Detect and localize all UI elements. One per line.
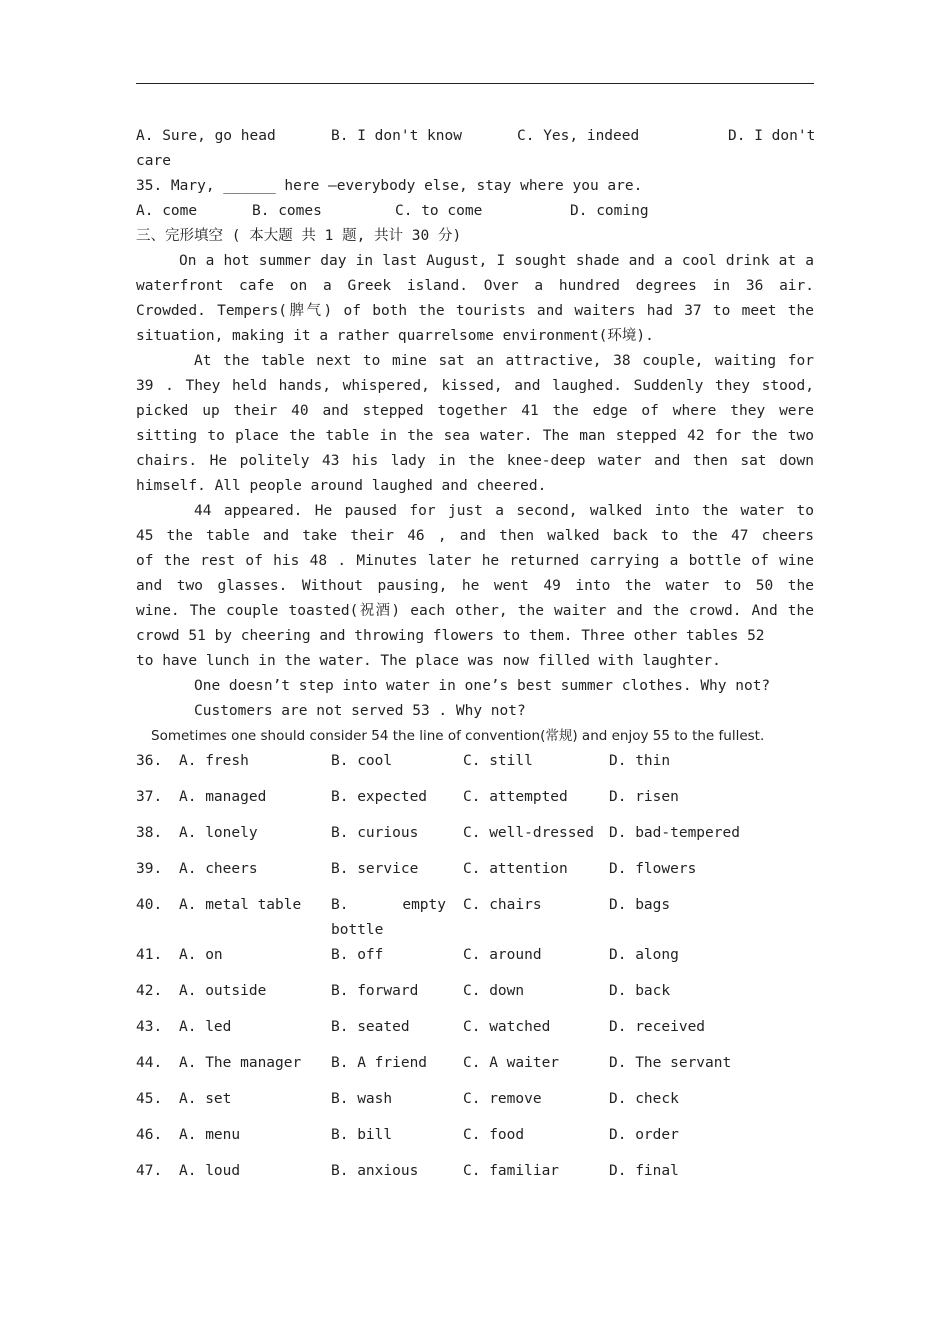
- passage-line: sitting to place the table in the sea water. The man stepped 42 for the two: [136, 428, 814, 444]
- question-row: [136, 1015, 814, 1051]
- question-row: [136, 943, 814, 979]
- question-number: 37.: [136, 789, 163, 805]
- question-number: 43.: [136, 1019, 163, 1035]
- q35-option-d: D. coming: [570, 203, 649, 219]
- question-number: 36.: [136, 753, 163, 769]
- question-number: 45.: [136, 1091, 163, 1107]
- q34-option-d: D. I don't: [728, 128, 816, 144]
- question-row: [136, 785, 814, 821]
- option-c: C. watched: [463, 1019, 551, 1035]
- passage-line: 44 appeared. He paused for just a second, walked into the water to: [194, 503, 814, 519]
- option-a: A. led: [179, 1019, 232, 1035]
- option-a: A. loud: [179, 1163, 241, 1179]
- option-c: C. attention: [463, 861, 568, 877]
- question-row: [136, 1159, 814, 1195]
- option-a: A. set: [179, 1091, 232, 1107]
- option-b: B. off: [331, 947, 384, 963]
- option-a: A. menu: [179, 1127, 241, 1143]
- passage-line: crowd 51 by cheering and throwing flowers to them. Three other tables 52: [136, 628, 765, 644]
- q35-option-a: A. come: [136, 203, 198, 219]
- passage-line: One doesn’t step into water in one’s best summer clothes. Why not?: [194, 678, 771, 694]
- option-c: C. around: [463, 947, 542, 963]
- option-c: C. familiar: [463, 1163, 560, 1179]
- option-c: C. food: [463, 1127, 525, 1143]
- option-a: A. metal table: [179, 897, 302, 913]
- option-b: B. service: [331, 861, 419, 877]
- passage-line: Sometimes one should consider 54 the line of convention(常规) and enjoy 55 to the fullest.: [151, 728, 765, 744]
- option-c: C. remove: [463, 1091, 542, 1107]
- question-row: [136, 893, 814, 943]
- question-number: 38.: [136, 825, 163, 841]
- option-b: B. cool: [331, 753, 393, 769]
- option-a: A. managed: [179, 789, 267, 805]
- exam-page: [136, 124, 814, 1195]
- section-title: 三、完形填空 ( 本大题 共 1 题, 共计 30 分): [136, 228, 462, 244]
- option-b: B. expected: [331, 789, 428, 805]
- option-d: D. along: [609, 947, 679, 963]
- option-a: A. outside: [179, 983, 267, 999]
- question-number: 40.: [136, 897, 163, 913]
- q34-option-b: B. I don't know: [331, 128, 462, 144]
- option-d: D. risen: [609, 789, 679, 805]
- passage-line: 39 . They held hands, whispered, kissed, and laughed. Suddenly they stood,: [136, 378, 814, 394]
- option-c: C. attempted: [463, 789, 568, 805]
- option-a: A. fresh: [179, 753, 249, 769]
- option-d: D. order: [609, 1127, 679, 1143]
- question-row: [136, 857, 814, 893]
- q34-option-a: A. Sure, go head: [136, 128, 276, 144]
- option-b: B. wash: [331, 1091, 393, 1107]
- option-b: B. bill: [331, 1127, 393, 1143]
- passage-line: waterfront cafe on a Greek island. Over a hundred degrees in 36 air.: [136, 278, 814, 294]
- header-rule: [136, 83, 814, 84]
- option-d: D. thin: [609, 753, 671, 769]
- option-c: C. down: [463, 983, 525, 999]
- option-d: D. flowers: [609, 861, 697, 877]
- option-b: B. A friend: [331, 1055, 428, 1071]
- passage-line: and two glasses. Without pausing, he went 49 into the water to 50 the: [136, 578, 814, 594]
- q34-options: [136, 124, 814, 149]
- passage-line: of the rest of his 48 . Minutes later he returned carrying a bottle of wine: [136, 553, 814, 569]
- question-number: 42.: [136, 983, 163, 999]
- passage-line: to have lunch in the water. The place was now filled with laughter.: [136, 653, 721, 669]
- question-number: 47.: [136, 1163, 163, 1179]
- passage-line: Crowded. Tempers(脾气) of both the tourists and waiters had 37 to meet the: [136, 303, 814, 319]
- question-row: [136, 821, 814, 857]
- option-c: C. well-dressed: [463, 825, 594, 841]
- option-d: D. bad-tempered: [609, 825, 740, 841]
- q35-options: [136, 199, 814, 224]
- option-d: D. back: [609, 983, 671, 999]
- option-b: B. forward: [331, 983, 419, 999]
- question-row: [136, 1123, 814, 1159]
- passage-line: picked up their 40 and stepped together 41 the edge of where they were: [136, 403, 814, 419]
- option-a: A. cheers: [179, 861, 258, 877]
- passage-line: situation, making it a rather quarrelsome environment(环境).: [136, 328, 654, 344]
- q35-option-b: B. comes: [252, 203, 322, 219]
- q34-option-d-continued: care: [136, 153, 171, 169]
- option-a: A. on: [179, 947, 223, 963]
- question-row: [136, 1051, 814, 1087]
- passage-line: wine. The couple toasted(祝酒) each other, the waiter and the crowd. And the: [136, 603, 814, 619]
- option-c: C. still: [463, 753, 533, 769]
- option-b: B. anxious: [331, 1163, 419, 1179]
- option-d: D. final: [609, 1163, 679, 1179]
- question-number: 39.: [136, 861, 163, 877]
- passage-line: chairs. He politely 43 his lady in the knee-deep water and then sat down: [136, 453, 814, 469]
- question-number: 44.: [136, 1055, 163, 1071]
- option-a: A. The manager: [179, 1055, 302, 1071]
- question-number: 41.: [136, 947, 163, 963]
- q35-stem: 35. Mary, ______ here —everybody else, stay where you are.: [136, 178, 643, 194]
- option-d: D. bags: [609, 897, 671, 913]
- option-a: A. lonely: [179, 825, 258, 841]
- question-number: 46.: [136, 1127, 163, 1143]
- q35-option-c: C. to come: [395, 203, 483, 219]
- option-d: D. check: [609, 1091, 679, 1107]
- question-row: [136, 749, 814, 785]
- option-c: C. A waiter: [463, 1055, 560, 1071]
- option-b: B. seated: [331, 1019, 410, 1035]
- passage-line: 45 the table and take their 46 , and then walked back to the 47 cheers: [136, 528, 814, 544]
- question-row: [136, 1087, 814, 1123]
- question-list: [136, 749, 814, 1195]
- passage-line: At the table next to mine sat an attractive, 38 couple, waiting for: [194, 353, 814, 369]
- passage-line: Customers are not served 53 . Why not?: [194, 703, 526, 719]
- option-b-text: B. empty bottle: [331, 897, 446, 938]
- option-b: [331, 893, 446, 943]
- option-c: C. chairs: [463, 897, 542, 913]
- passage-line: himself. All people around laughed and cheered.: [136, 478, 547, 494]
- q34-option-c: C. Yes, indeed: [517, 128, 640, 144]
- option-d: D. received: [609, 1019, 706, 1035]
- passage-line: On a hot summer day in last August, I sought shade and a cool drink at a: [179, 253, 814, 269]
- option-d: D. The servant: [609, 1055, 732, 1071]
- question-row: [136, 979, 814, 1015]
- option-b: B. curious: [331, 825, 419, 841]
